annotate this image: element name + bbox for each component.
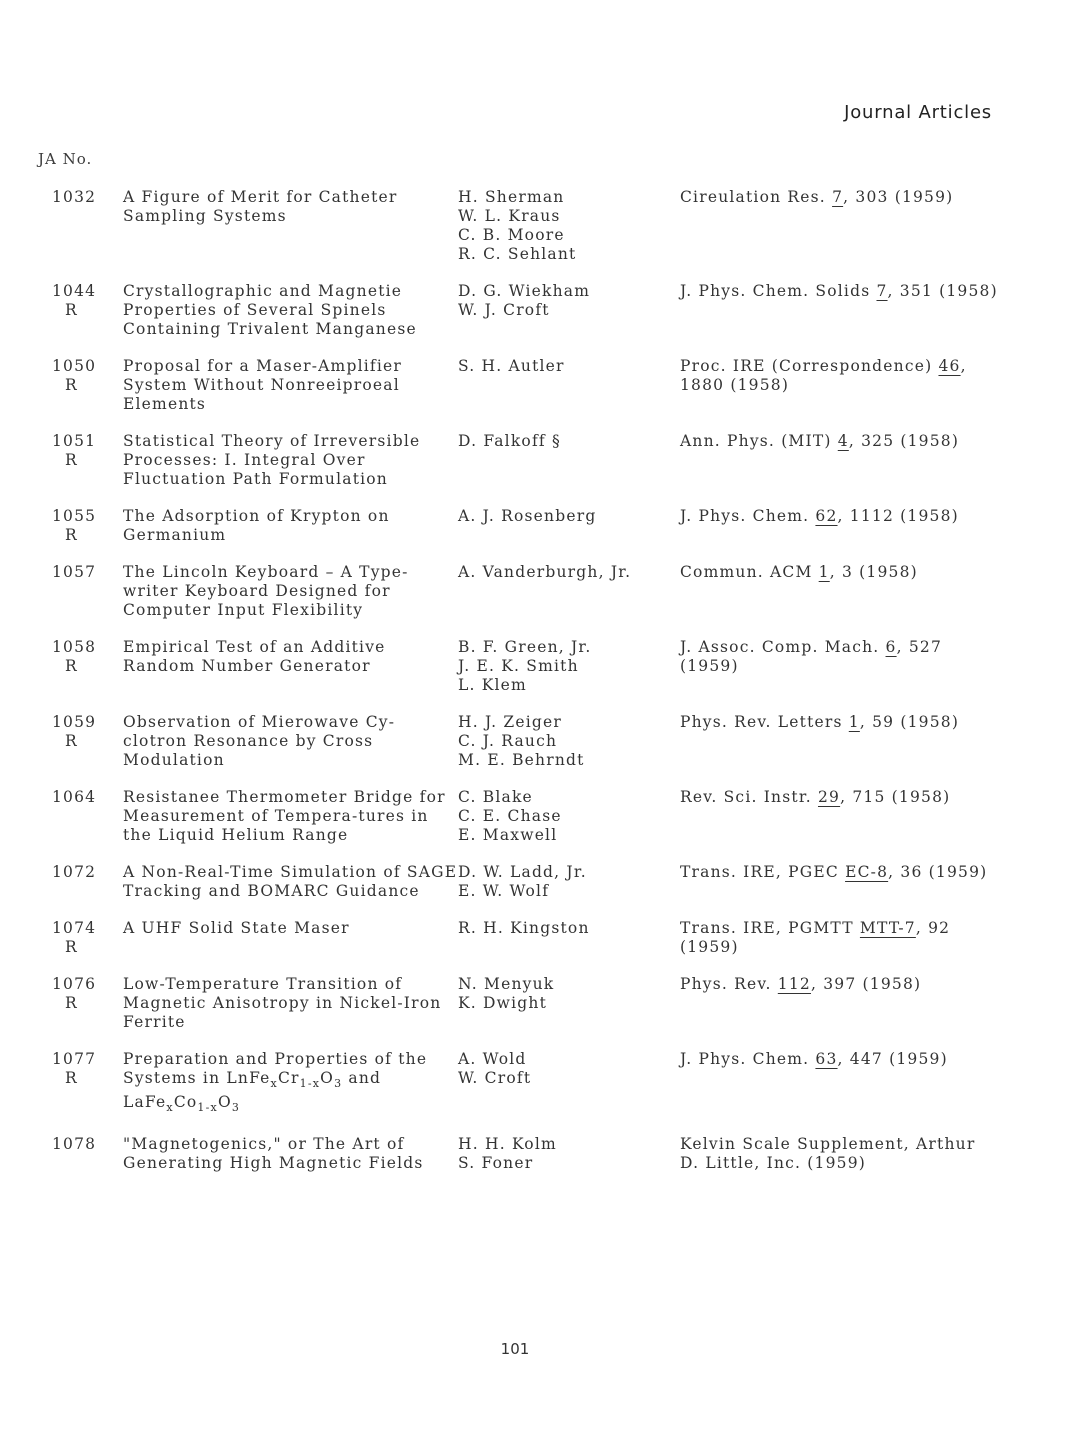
article-entry [0, 563, 1092, 620]
journal-citation: Commun. ACM 1, 3 (1958) [680, 563, 918, 581]
author: W. J. Croft [458, 301, 550, 319]
article-title: A UHF Solid State Maser [123, 919, 350, 937]
ja-number-label: JA No. [38, 150, 93, 168]
ja-number: 1044 [52, 282, 97, 300]
reprint-flag: R [65, 451, 78, 469]
article-title: A Figure of Merit for Catheter Sampling Systems [123, 188, 398, 225]
volume: 29 [817, 788, 841, 806]
article-entry [0, 638, 1092, 695]
authors [458, 188, 680, 264]
reprint-flag: R [65, 301, 78, 319]
article-entry [0, 975, 1092, 1032]
article-entry [0, 188, 1092, 264]
volume: 4 [837, 432, 849, 450]
journal-citation: Trans. IRE, PGEC EC-8, 36 (1959) [680, 863, 988, 881]
article-entry [0, 1135, 1092, 1173]
ja-number: 1064 [52, 788, 97, 806]
article-entry [0, 357, 1092, 414]
formula: $LnFe_xCr_{1-x}O_3$ [226, 1069, 343, 1091]
volume: 7 [832, 188, 844, 206]
author: W. Croft [458, 1069, 532, 1087]
page-header: Journal Articles [844, 102, 992, 123]
authors [458, 432, 680, 489]
author: C. E. Chase [458, 807, 562, 825]
author: H. Sherman [458, 188, 565, 206]
ja-number: 1058 [52, 638, 97, 656]
volume: 46 [938, 357, 961, 375]
article-entry [0, 507, 1092, 545]
journal-citation: Kelvin Scale Supplement, Arthur D. Little, Inc. (1959) [680, 1135, 976, 1173]
author: A. Wold [458, 1050, 527, 1068]
formula: $LaFe_xCo_{1-x}O_3$ [123, 1093, 241, 1115]
volume: MTT-7 [859, 919, 916, 937]
article-entry [0, 1050, 1092, 1117]
journal-citation: Phys. Rev. Letters 1, 59 (1958) [680, 713, 960, 731]
author: H. H. Kolm [458, 1135, 557, 1154]
author: E. Maxwell [458, 826, 558, 844]
article-title: Crystallographic and Magnetie Properties of Several Spinels Containing Trivalent Manganese [123, 282, 417, 338]
reprint-flag: R [65, 732, 78, 750]
page-number: 101 [500, 1340, 530, 1358]
article-title: Resistanee Thermometer Bridge for Measurement of Tempera-tures in the Liquid Helium Range [123, 788, 446, 844]
article-title: Proposal for a Maser-Amplifier System Without Nonreeiproeal Elements [123, 357, 402, 413]
author: C. B. Moore [458, 226, 565, 244]
article-list [0, 188, 1092, 1191]
authors [458, 507, 680, 545]
author: C. Blake [458, 788, 533, 806]
authors [458, 919, 680, 957]
author: L. Klem [458, 676, 527, 694]
authors [458, 357, 680, 414]
ja-number: 1055 [52, 507, 97, 525]
journal-citation: Phys. Rev. 112, 397 (1958) [680, 975, 922, 993]
reprint-flag: R [65, 938, 78, 956]
journal-citation: J. Phys. Chem. Solids 7, 351 (1958) [680, 282, 998, 300]
author: A. Vanderburgh, Jr. [458, 563, 632, 581]
journal-citation: J. Assoc. Comp. Mach. 6, 527 (1959) [680, 638, 943, 675]
author: K. Dwight [458, 994, 548, 1012]
article-entry [0, 432, 1092, 489]
volume: 1 [818, 563, 830, 581]
article-title: "Magnetogenics," or The Art of Generating High Magnetic Fields [123, 1135, 424, 1173]
author: E. W. Wolf [458, 882, 550, 900]
authors [458, 788, 680, 845]
article-title: The Adsorption of Krypton on Germanium [123, 507, 390, 544]
ja-number: 1078 [52, 1135, 97, 1154]
volume: 7 [876, 282, 888, 300]
author: J. E. K. Smith [458, 657, 579, 675]
ja-number: 1051 [52, 432, 97, 450]
reprint-flag: R [65, 657, 78, 675]
article-title: Statistical Theory of Irreversible Processes: I. Integral Over Fluctuation Path Formulation [123, 432, 421, 488]
reprint-flag: R [65, 994, 78, 1012]
journal-citation: Rev. Sci. Instr. 29, 715 (1958) [680, 788, 951, 806]
journal-citation: Trans. IRE, PGMTT MTT-7, 92 (1959) [680, 919, 951, 956]
authors [458, 863, 680, 901]
article-title: Empirical Test of an Additive Random Number Generator [123, 638, 386, 675]
author: N. Menyuk [458, 975, 555, 993]
article-entry [0, 863, 1092, 901]
authors [458, 563, 680, 620]
author: R. H. Kingston [458, 919, 590, 937]
ja-number: 1072 [52, 863, 97, 881]
author: C. J. Rauch [458, 732, 558, 750]
author: H. J. Zeiger [458, 713, 563, 731]
authors [458, 1135, 680, 1173]
article-title: A Non-Real-Time Simulation of SAGE Tracking and BOMARC Guidance [123, 863, 458, 900]
author: S. H. Autler [458, 357, 565, 375]
volume: 1 [848, 713, 860, 731]
ja-number: 1050 [52, 357, 97, 375]
ja-number: 1074 [52, 919, 97, 937]
article-entry [0, 713, 1092, 770]
journal-citation: Cireulation Res. 7, 303 (1959) [680, 188, 954, 206]
article-entry [0, 788, 1092, 845]
author: D. Falkoff § [458, 432, 561, 450]
authors [458, 282, 680, 339]
ja-number: 1076 [52, 975, 97, 993]
ja-number: 1057 [52, 563, 97, 581]
journal-citation: J. Phys. Chem. 62, 1112 (1958) [680, 507, 959, 525]
authors [458, 713, 680, 770]
author: D. W. Ladd, Jr. [458, 863, 587, 881]
author: B. F. Green, Jr. [458, 638, 592, 656]
article-entry [0, 282, 1092, 339]
article-title: The Lincoln Keyboard – A Type-writer Keyboard Designed for Computer Input Flexibility [123, 563, 409, 619]
authors [458, 975, 680, 1032]
author: D. G. Wiekham [458, 282, 591, 300]
volume: 63 [815, 1050, 838, 1068]
volume: 6 [885, 638, 897, 656]
authors [458, 638, 680, 695]
author: S. Foner [458, 1154, 534, 1173]
article-title: Low-Temperature Transition of Magnetic Anisotropy in Nickel-Iron Ferrite [123, 975, 442, 1031]
journal-citation: J. Phys. Chem. 63, 447 (1959) [680, 1050, 948, 1068]
reprint-flag: R [65, 526, 78, 544]
article-title: Observation of Mierowave Cy-clotron Resonance by Cross Modulation [123, 713, 396, 769]
author: W. L. Kraus [458, 207, 561, 225]
article-title: Preparation and Properties of the Systems in $LnFe_xCr_{1-x}O_3$ and $LaFe_xCo_{1-x}O_3$ [123, 1050, 428, 1115]
reprint-flag: R [65, 376, 78, 394]
volume: 112 [777, 975, 811, 993]
author: M. E. Behrndt [458, 751, 585, 769]
volume: EC-8 [845, 863, 889, 881]
volume: 62 [815, 507, 838, 525]
journal-citation: Ann. Phys. (MIT) 4, 325 (1958) [680, 432, 960, 450]
authors [458, 1050, 680, 1117]
ja-number: 1059 [52, 713, 97, 731]
ja-number: 1032 [52, 188, 97, 206]
author: A. J. Rosenberg [458, 507, 597, 525]
ja-number: 1077 [52, 1050, 97, 1068]
journal-citation: Proc. IRE (Correspondence) 46, 1880 (1958) [680, 357, 967, 394]
article-entry [0, 919, 1092, 957]
reprint-flag: R [65, 1069, 78, 1087]
author: R. C. Sehlant [458, 245, 577, 263]
